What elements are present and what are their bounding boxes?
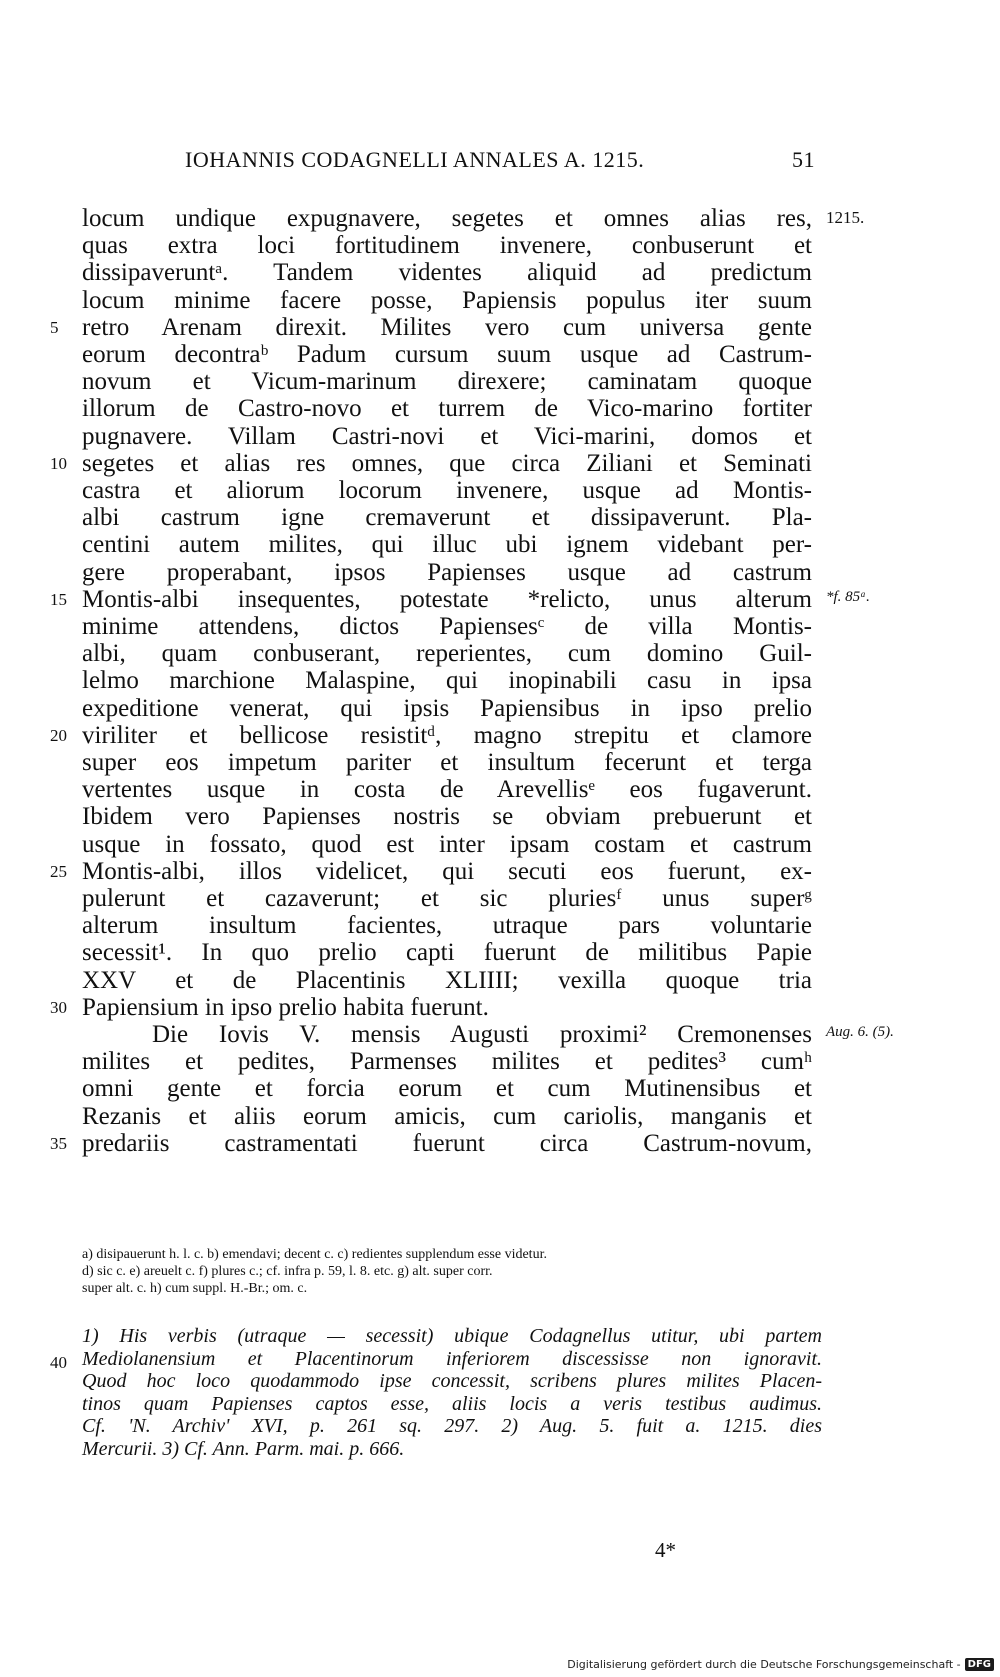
line-text: Papiensium in ipso prelio habita fuerunt. <box>82 993 489 1021</box>
text-line <box>0 1047 1000 1076</box>
text-line <box>0 558 1000 587</box>
line-text: lelmo marchione Malaspine, qui inopinabili casu in ipsa <box>82 667 812 695</box>
margin-note: Aug. 6. (5). <box>826 1024 894 1040</box>
line-text: minime attendens, dictos Papiensesᶜ de villa Montis- <box>82 613 812 640</box>
line-text: illorum de Castro-novo et turrem de Vico-marino fortiter <box>82 395 812 423</box>
line-text: milites et pedites, Parmenses milites et pedites³ cumʰ <box>82 1048 812 1076</box>
text-line <box>0 585 1000 614</box>
line-number: 25 <box>50 861 67 881</box>
text-line <box>0 204 1000 233</box>
variant-note-line: super alt. c. h) cum suppl. H.-Br.; om. c. <box>82 1281 308 1296</box>
text-line <box>0 258 1000 287</box>
line-text: usque in fossato, quod est inter ipsam costam et castrum <box>82 830 812 858</box>
line-text: eorum decontraᵇ Padum cursum suum usque ad Castrum- <box>82 341 812 368</box>
text-line <box>0 830 1000 859</box>
text-line <box>0 1074 1000 1103</box>
text-line <box>0 394 1000 423</box>
text-line <box>0 884 1000 913</box>
margin-note: 1215. <box>826 208 865 227</box>
footnote-line <box>82 1370 822 1393</box>
footnote-line <box>50 1347 822 1372</box>
line-number: 20 <box>50 725 67 745</box>
footnote-text: 1) His verbis (utraque — secessit) ubique Codagnellus utitur, ubi partem <box>82 1325 822 1347</box>
signature-mark: 4* <box>655 1538 676 1562</box>
footnote-text: Cf. 'N. Archiv' XVI, p. 261 sq. 297. 2) Aug. 5. fuit a. 1215. dies <box>82 1415 822 1437</box>
line-text: segetes et alias res omnes, que circa Ziliani et Seminati <box>82 449 812 477</box>
line-number: 10 <box>50 453 67 473</box>
line-text: alterum insultum facientes, utraque pars voluntarie <box>82 912 812 940</box>
digitization-credit <box>567 1658 994 1671</box>
text-line <box>0 911 1000 940</box>
variant-note-line: a) disipauerunt h. l. c. b) emendavi; decent c. c) redientes supplendum esse videtur. <box>82 1247 547 1262</box>
footnote-text: Mercurii. 3) Cf. Ann. Parm. mai. p. 666. <box>82 1437 405 1460</box>
text-line <box>0 857 1000 886</box>
text-line <box>0 938 1000 967</box>
text-line <box>0 1129 1000 1158</box>
line-text: retro Arenam direxit. Milites vero cum universa gente <box>82 313 812 341</box>
line-text: quas extra loci fortitudinem invenere, conbuserunt et <box>82 232 812 260</box>
variant-notes <box>82 1246 822 1297</box>
line-text: novum et Vicum-marinum direxere; caminatam quoque <box>82 368 812 396</box>
line-text: viriliter et bellicose resistitᵈ, magno strepitu et clamore <box>82 721 812 749</box>
line-text: predariis castramentati fuerunt circa Castrum-novum, <box>82 1129 812 1157</box>
line-text: Montis-albi, illos videlicet, qui secuti eos fuerunt, ex- <box>82 857 812 885</box>
line-number: 5 <box>50 317 59 337</box>
line-text: Montis-albi insequentes, potestate *relicto, unus alterum <box>82 585 812 613</box>
text-line <box>0 748 1000 777</box>
line-text: XXV et de Placentinis XLIIII; vexilla quoque tria <box>82 966 812 994</box>
line-text: dissipaveruntᵃ. Tandem videntes aliquid ad predictum <box>82 259 812 287</box>
line-text: vertentes usque in costa de Arevellisᵉ eos fugaverunt. <box>82 776 812 804</box>
text-line <box>0 340 1000 369</box>
line-number: 35 <box>50 1133 67 1153</box>
text-line <box>0 1102 1000 1131</box>
margin-note: *f. 85ᵃ. <box>826 588 870 605</box>
footnote-line <box>82 1415 822 1438</box>
footnote-line <box>82 1325 822 1348</box>
text-line <box>0 422 1000 451</box>
line-number: 40 <box>50 1352 67 1372</box>
text-line <box>0 503 1000 532</box>
text-line <box>0 286 1000 315</box>
line-number: 30 <box>50 997 67 1017</box>
line-text: castra et aliorum locorum invenere, usque ad Montis- <box>82 477 812 504</box>
line-text: Rezanis et aliis eorum amicis, cum cariolis, manganis et <box>82 1102 812 1130</box>
line-text: Ibidem vero Papienses nostris se obviam prebuerunt et <box>82 803 812 831</box>
text-line <box>0 1020 1000 1049</box>
line-text: secessit¹. In quo prelio capti fuerunt de militibus Papie <box>82 939 812 967</box>
line-text: gere properabant, ipsos Papienses usque ad castrum <box>82 558 812 586</box>
line-text: locum minime facere posse, Papiensis populus iter suum <box>82 286 812 314</box>
line-text: super eos impetum pariter et insultum fecerunt et terga <box>82 749 812 776</box>
line-text: expeditione venerat, qui ipsis Papiensibus in ipso prelio <box>82 694 812 722</box>
line-text: pulerunt et cazaverunt; et sic pluriesᶠ unus superᵍ <box>82 885 812 912</box>
text-line <box>0 476 1000 505</box>
text-line <box>0 530 1000 559</box>
line-text: centini autem milites, qui illuc ubi ignem videbant per- <box>82 531 812 559</box>
footnote-text: Mediolanensium et Placentinorum inferiorem discessisse non ignoravit. <box>82 1347 822 1370</box>
footnote-line <box>82 1438 822 1461</box>
variant-note-line: d) sic c. e) areuelt c. f) plures c.; cf. infra p. 59, l. 8. etc. g) alt. super corr. <box>82 1264 493 1279</box>
text-line <box>0 993 1000 1022</box>
text-line <box>0 802 1000 831</box>
running-header <box>185 147 815 179</box>
page-number: 51 <box>792 147 815 172</box>
header-title: IOHANNIS CODAGNELLI ANNALES A. 1215. <box>185 147 645 172</box>
text-line <box>0 666 1000 695</box>
text-line <box>0 639 1000 668</box>
line-text: pugnavere. Villam Castri-novi et Vici-marini, domos et <box>82 422 812 450</box>
credit-text: Digitalisierung gefördert durch die Deutsche Forschungsgemeinschaft - <box>567 1658 961 1671</box>
text-line <box>0 449 1000 478</box>
text-line <box>0 231 1000 260</box>
dfg-logo-icon: DFG <box>965 1658 994 1671</box>
footnote-line <box>82 1393 822 1416</box>
line-text: omni gente et forcia eorum et cum Mutinensibus et <box>82 1075 812 1103</box>
footnote-text: Quod hoc loco quodammodo ipse concessit, scribens plures milites Placen- <box>82 1370 822 1392</box>
text-line <box>0 775 1000 804</box>
text-line <box>0 367 1000 396</box>
line-text: albi, quam conbuserant, reperientes, cum domino Guil- <box>82 640 812 668</box>
footnote-text: tinos quam Papienses captos esse, aliis locis a veris testibus audimus. <box>82 1392 822 1415</box>
text-line <box>0 721 1000 750</box>
text-line <box>0 966 1000 995</box>
line-text: Die Iovis V. mensis Augusti proximi² Cremonenses <box>152 1021 812 1048</box>
line-text: locum undique expugnavere, segetes et omnes alias res, <box>82 205 812 232</box>
line-text: albi castrum igne cremaverunt et dissipaverunt. Pla- <box>82 504 812 532</box>
text-line <box>0 612 1000 641</box>
line-number: 15 <box>50 589 67 609</box>
text-line <box>0 694 1000 723</box>
text-line <box>0 313 1000 342</box>
